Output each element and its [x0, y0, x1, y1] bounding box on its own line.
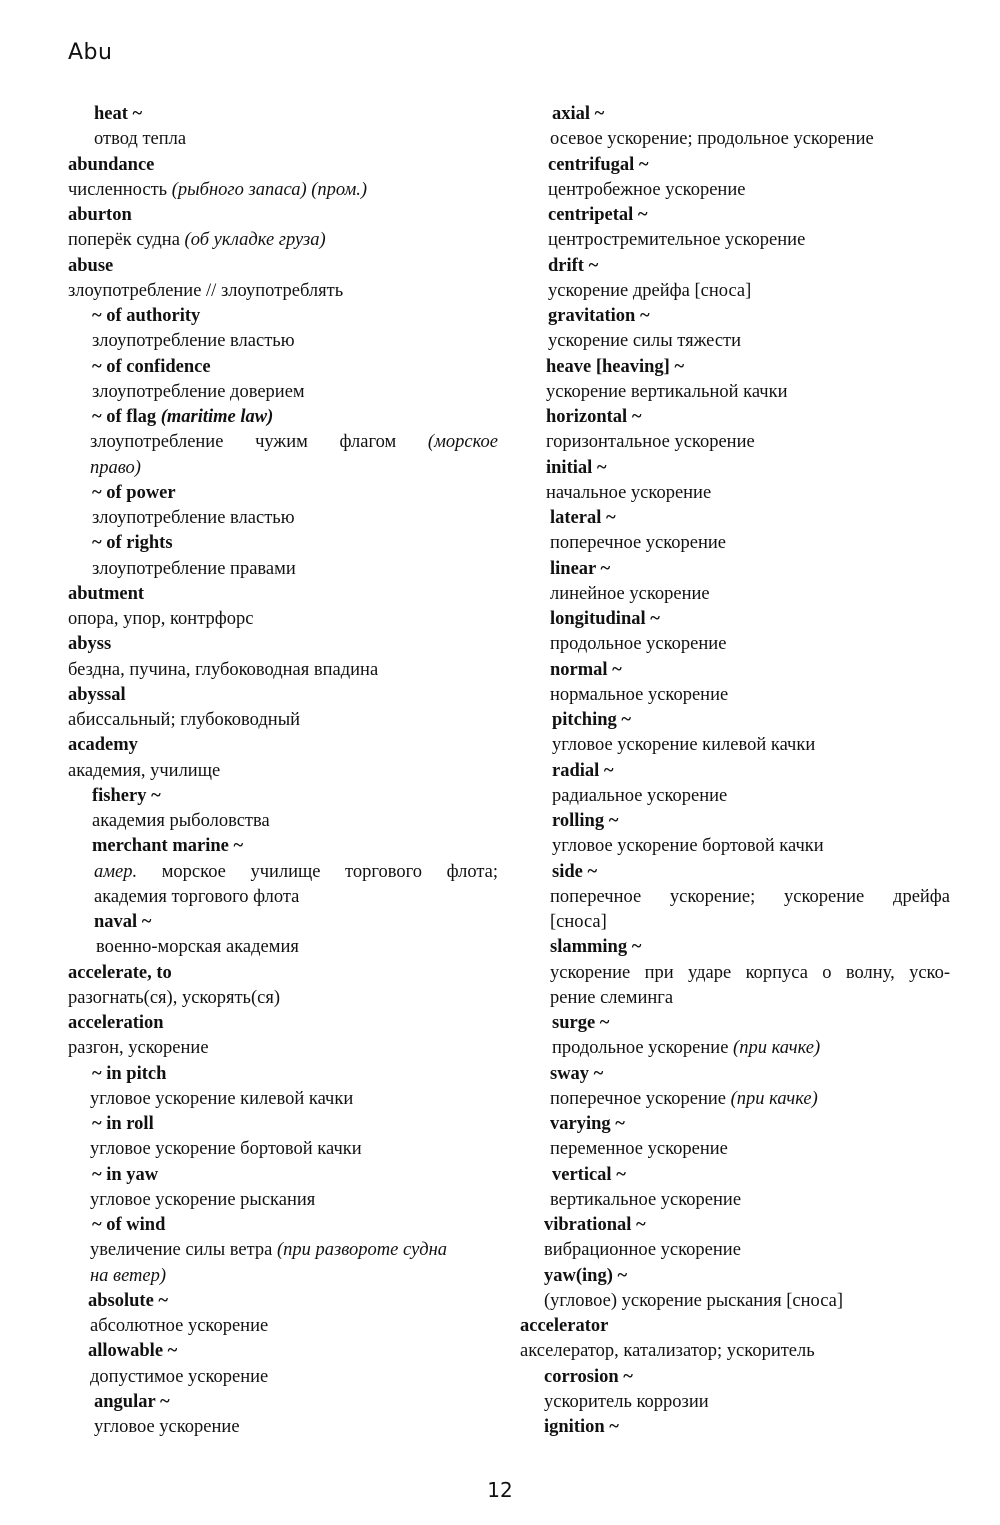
- translation: [сноса]: [550, 912, 607, 932]
- entry-headword-line: [520, 456, 950, 481]
- headword: angular ~: [94, 1391, 170, 1412]
- headword: drift ~: [548, 255, 599, 276]
- translation: численность: [68, 179, 172, 200]
- headword: ~ of authority: [92, 306, 201, 326]
- entry-headword-line: [68, 683, 498, 708]
- translation: злоупотребление // злоупотреблять: [68, 280, 344, 301]
- entry-headword-line: [520, 355, 950, 380]
- entry-translation-line: [68, 456, 498, 481]
- entry-headword-line: [520, 1011, 950, 1036]
- entry-headword-line: [520, 254, 950, 279]
- entry-headword-line: [520, 405, 950, 430]
- entry-translation-line: [68, 1036, 498, 1061]
- translation: начальное ускорение: [546, 482, 712, 503]
- entry-translation-line: [520, 1339, 950, 1364]
- usage-note: (морское: [427, 432, 498, 453]
- headword: (maritime law): [160, 407, 274, 427]
- headword: ~ of flag: [92, 407, 161, 427]
- translation: академия торгового флота: [94, 886, 300, 907]
- entry-headword-line: [520, 304, 950, 329]
- headword: linear ~: [550, 558, 611, 579]
- usage-note: (при качке): [733, 1038, 821, 1059]
- headword: ~ in pitch: [92, 1063, 167, 1084]
- translation: абиссальный; глубоководный: [68, 710, 301, 730]
- translation: поперечное ускорение; ускорение дрейфа: [550, 886, 950, 907]
- entry-headword-line: [68, 203, 498, 228]
- headword: yaw(ing) ~: [544, 1265, 628, 1286]
- entry-headword-line: [520, 860, 950, 885]
- headword: longitudinal ~: [550, 609, 660, 629]
- entry-translation-line: [520, 178, 950, 203]
- running-head: Abu: [68, 40, 113, 65]
- entry-headword-line: [68, 1062, 498, 1087]
- entry-translation-line: [68, 380, 498, 405]
- translation: переменное ускорение: [550, 1139, 728, 1160]
- entry-translation-line: [520, 784, 950, 809]
- entry-headword-line: [520, 759, 950, 784]
- headword: lateral ~: [550, 508, 616, 528]
- headword: abutment: [68, 583, 145, 604]
- entry-headword-line: [520, 1112, 950, 1137]
- headword: normal ~: [550, 659, 622, 680]
- entry-translation-line: [520, 1289, 950, 1314]
- translation: центростремительное ускорение: [548, 230, 806, 251]
- translation: опора, упор, контрфорс: [68, 609, 254, 629]
- entry-headword-line: [68, 582, 498, 607]
- translation: морское училище торгового флота;: [137, 861, 498, 882]
- page-number: 12: [487, 1478, 513, 1502]
- entry-translation-line: [68, 127, 498, 152]
- entry-headword-line: [68, 153, 498, 178]
- headword: corrosion ~: [544, 1366, 633, 1387]
- entry-headword-line: [68, 1011, 498, 1036]
- translation: угловое ускорение бортовой качки: [90, 1139, 362, 1160]
- usage-note: (об укладке груза): [184, 230, 326, 251]
- entry-headword-line: [520, 708, 950, 733]
- headword: abundance: [68, 154, 155, 175]
- entry-translation-line: [68, 759, 498, 784]
- translation: ускорение дрейфа [сноса]: [548, 280, 752, 301]
- headword: fishery ~: [92, 785, 161, 806]
- headword: radial ~: [552, 760, 614, 781]
- headword: heat ~: [94, 104, 143, 124]
- entry-translation-line: [520, 127, 950, 152]
- translation: разогнать(ся), ускорять(ся): [68, 987, 281, 1008]
- entry-translation-line: [68, 329, 498, 354]
- headword: acceleration: [68, 1013, 164, 1033]
- usage-note: на ветер): [90, 1265, 167, 1286]
- entry-translation-line: [68, 708, 498, 733]
- usage-note: право): [90, 457, 141, 478]
- headword: absolute ~: [88, 1290, 169, 1311]
- entry-translation-line: [520, 834, 950, 859]
- translation: рение слеминга: [550, 987, 674, 1008]
- entry-headword-line: [68, 910, 498, 935]
- translation: абсолютное ускорение: [90, 1316, 269, 1336]
- translation: злоупотребление доверием: [92, 381, 305, 402]
- entry-headword-line: [68, 355, 498, 380]
- usage-note: (рыбного запаса) (пром.): [171, 179, 368, 200]
- entry-headword-line: [68, 1163, 498, 1188]
- headword: centrifugal ~: [548, 154, 649, 175]
- translation: угловое ускорение: [94, 1417, 240, 1437]
- entry-headword-line: [68, 784, 498, 809]
- translation: военно-морская академия: [96, 937, 299, 958]
- translation: поперечное ускорение: [550, 1088, 731, 1109]
- entry-headword-line: [68, 1213, 498, 1238]
- entry-translation-line: [520, 582, 950, 607]
- headword: naval ~: [94, 912, 152, 932]
- translation: линейное ускорение: [550, 583, 710, 604]
- entry-translation-line: [68, 986, 498, 1011]
- translation: угловое ускорение бортовой качки: [552, 836, 824, 857]
- entry-translation-line: [520, 279, 950, 304]
- entry-headword-line: [68, 481, 498, 506]
- entry-headword-line: [520, 935, 950, 960]
- entry-translation-line: [68, 1314, 498, 1339]
- headword: varying ~: [550, 1114, 625, 1134]
- translation: горизонтальное ускорение: [546, 432, 755, 453]
- translation: отвод тепла: [94, 129, 187, 150]
- entry-headword-line: [68, 961, 498, 986]
- headword: abuse: [68, 255, 114, 276]
- translation: угловое ускорение килевой качки: [552, 735, 816, 756]
- entry-headword-line: [520, 1264, 950, 1289]
- entry-translation-line: [520, 1188, 950, 1213]
- headword: side ~: [552, 861, 598, 882]
- headword: accelerate, to: [68, 962, 172, 983]
- entry-headword-line: [68, 254, 498, 279]
- translation: вертикальное ускорение: [550, 1189, 742, 1210]
- headword: centripetal ~: [548, 205, 648, 225]
- headword: sway ~: [550, 1063, 604, 1084]
- entry-translation-line: [520, 1036, 950, 1061]
- entry-translation-line: [68, 885, 498, 910]
- entry-translation-line: [520, 733, 950, 758]
- entry-headword-line: [68, 632, 498, 657]
- headword: ~ in roll: [92, 1114, 154, 1134]
- headword: academy: [68, 735, 138, 756]
- entry-headword-line: [68, 834, 498, 859]
- entry-translation-line: [68, 557, 498, 582]
- headword: abyssal: [68, 684, 126, 705]
- entry-translation-line: [68, 279, 498, 304]
- headword: allowable ~: [88, 1341, 178, 1362]
- headword: ~ of power: [92, 482, 176, 503]
- translation: злоупотребление властью: [92, 508, 295, 528]
- entry-translation-line: [68, 1137, 498, 1162]
- entry-translation-line: [520, 430, 950, 455]
- translation: разгон, ускорение: [68, 1038, 209, 1059]
- entry-headword-line: [68, 1112, 498, 1137]
- left-column: [68, 102, 498, 1440]
- headword: ignition ~: [544, 1417, 619, 1437]
- usage-note: (при качке): [730, 1088, 818, 1109]
- entry-translation-line: [520, 329, 950, 354]
- translation: академия рыболовства: [92, 811, 270, 831]
- headword: pitching ~: [552, 710, 632, 730]
- entry-translation-line: [68, 809, 498, 834]
- entry-translation-line: [520, 632, 950, 657]
- entry-translation-line: [520, 380, 950, 405]
- entry-headword-line: [520, 1062, 950, 1087]
- headword: abyss: [68, 634, 112, 655]
- entry-headword-line: [520, 506, 950, 531]
- translation: ускорение при ударе корпуса о волну, уско-: [550, 962, 950, 983]
- translation: поперечное ускорение: [550, 533, 727, 554]
- entry-headword-line: [520, 1365, 950, 1390]
- entry-translation-line: [68, 860, 498, 885]
- entry-translation-line: [68, 1087, 498, 1112]
- entry-translation-line: [520, 885, 950, 910]
- headword: surge ~: [552, 1013, 610, 1033]
- entry-translation-line: [520, 481, 950, 506]
- entry-headword-line: [520, 153, 950, 178]
- headword: rolling ~: [552, 811, 619, 831]
- entry-headword-line: [520, 607, 950, 632]
- entry-headword-line: [68, 733, 498, 758]
- entry-translation-line: [68, 1365, 498, 1390]
- entry-translation-line: [520, 531, 950, 556]
- entry-headword-line: [520, 557, 950, 582]
- translation: (угловое) ускорение рыскания [сноса]: [544, 1290, 844, 1311]
- headword: accelerator: [520, 1316, 609, 1336]
- entry-headword-line: [68, 304, 498, 329]
- entry-translation-line: [68, 1264, 498, 1289]
- headword: vibrational ~: [544, 1215, 646, 1235]
- headword: horizontal ~: [546, 407, 642, 427]
- usage-note: (при развороте судна: [277, 1240, 448, 1261]
- translation: вибрационное ускорение: [544, 1240, 741, 1261]
- entry-translation-line: [520, 986, 950, 1011]
- entry-translation-line: [68, 607, 498, 632]
- entry-translation-line: [520, 1238, 950, 1263]
- translation: ускоритель коррозии: [544, 1391, 709, 1412]
- entry-headword-line: [68, 102, 498, 127]
- entry-headword-line: [68, 1390, 498, 1415]
- entry-headword-line: [520, 658, 950, 683]
- entry-translation-line: [68, 430, 498, 455]
- entry-headword-line: [520, 1314, 950, 1339]
- entry-headword-line: [68, 405, 498, 430]
- headword: vertical ~: [552, 1164, 626, 1185]
- translation: злоупотребление чужим флагом: [90, 432, 428, 453]
- translation: злоупотребление властью: [92, 331, 295, 352]
- entry-translation-line: [68, 228, 498, 253]
- entry-translation-line: [520, 683, 950, 708]
- entry-headword-line: [520, 102, 950, 127]
- right-column: [520, 102, 950, 1440]
- entry-headword-line: [520, 1415, 950, 1440]
- entry-translation-line: [520, 228, 950, 253]
- headword: merchant marine ~: [92, 836, 244, 857]
- headword: ~ in yaw: [92, 1164, 159, 1185]
- translation: допустимое ускорение: [90, 1366, 269, 1387]
- entry-headword-line: [68, 531, 498, 556]
- translation: злоупотребление правами: [92, 558, 296, 579]
- headword: ~ of rights: [92, 533, 173, 554]
- entry-translation-line: [520, 1137, 950, 1162]
- translation: угловое ускорение рыскания: [90, 1189, 316, 1210]
- translation: ускорение силы тяжести: [548, 331, 742, 352]
- entry-translation-line: [68, 1188, 498, 1213]
- headword: ~ of confidence: [92, 356, 211, 377]
- entry-translation-line: [68, 1238, 498, 1263]
- entry-translation-line: [68, 178, 498, 203]
- entry-headword-line: [68, 1339, 498, 1364]
- translation: увеличение силы ветра: [90, 1240, 278, 1261]
- entry-headword-line: [68, 1289, 498, 1314]
- headword: initial ~: [546, 457, 607, 478]
- headword: heave [heaving] ~: [546, 356, 685, 377]
- entry-headword-line: [520, 809, 950, 834]
- entry-headword-line: [520, 203, 950, 228]
- entry-headword-line: [520, 1213, 950, 1238]
- translation: радиальное ускорение: [552, 785, 728, 806]
- translation: центробежное ускорение: [548, 179, 746, 200]
- headword: aburton: [68, 205, 132, 225]
- entry-translation-line: [68, 935, 498, 960]
- translation: акселератор, катализатор; ускоритель: [520, 1341, 815, 1362]
- translation: ускорение вертикальной качки: [546, 381, 788, 402]
- translation: осевое ускорение; продольное ускорение: [550, 129, 874, 150]
- entry-translation-line: [68, 506, 498, 531]
- entry-translation-line: [520, 1087, 950, 1112]
- translation: продольное ускорение: [552, 1038, 734, 1059]
- entry-translation-line: [520, 910, 950, 935]
- headword: axial ~: [552, 104, 605, 124]
- translation: бездна, пучина, глубоководная впадина: [68, 659, 379, 680]
- headword: gravitation ~: [548, 306, 650, 326]
- translation: продольное ускорение: [550, 634, 727, 655]
- entry-translation-line: [520, 1390, 950, 1415]
- entry-translation-line: [520, 961, 950, 986]
- headword: slamming ~: [550, 937, 642, 958]
- entry-translation-line: [68, 1415, 498, 1440]
- entry-translation-line: [68, 658, 498, 683]
- translation: угловое ускорение килевой качки: [90, 1088, 354, 1109]
- translation: нормальное ускорение: [550, 684, 729, 705]
- headword: ~ of wind: [92, 1215, 166, 1235]
- entry-headword-line: [520, 1163, 950, 1188]
- usage-note: амер.: [94, 861, 138, 882]
- translation: поперёк судна: [68, 230, 185, 251]
- translation: академия, училище: [68, 760, 221, 781]
